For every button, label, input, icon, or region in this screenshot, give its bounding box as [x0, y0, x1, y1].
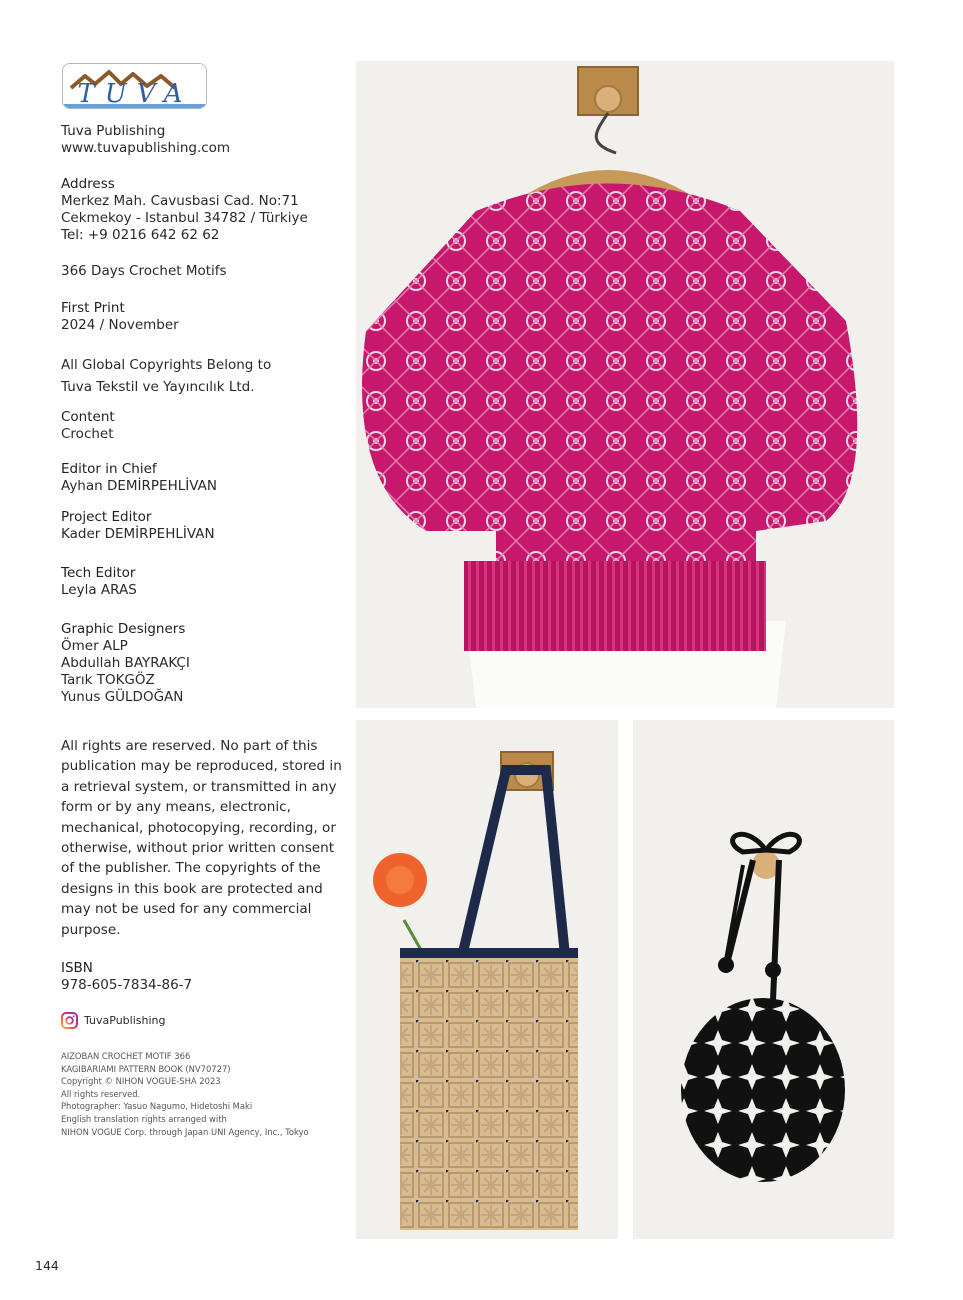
photo-drawstring-bag	[633, 720, 894, 1239]
editor-in-chief-name: Ayhan DEMİRPEHLİVAN	[61, 478, 217, 494]
content-block	[61, 409, 346, 443]
book-title: 366 Days Crochet Motifs	[61, 263, 227, 279]
book-title-block	[61, 263, 346, 280]
isbn-block	[61, 960, 346, 994]
project-editor-block	[61, 509, 346, 543]
credit-line: Photographer: Yasuo Nagumo, Hidetoshi Maki	[61, 1101, 253, 1112]
tech-editor-heading: Tech Editor	[61, 565, 136, 581]
credit-line: NIHON VOGUE Corp. through Japan UNI Agency, Inc., Tokyo	[61, 1126, 309, 1137]
first-print-block	[61, 300, 346, 334]
credit-line: KAGIBARIAMI PATTERN BOOK (NV70727)	[61, 1063, 231, 1074]
publisher-name: Tuva Publishing	[61, 123, 166, 139]
publisher-website[interactable]: www.tuvapublishing.com	[61, 140, 231, 156]
address-line: Merkez Mah. Cavusbasi Cad. No:71	[61, 193, 299, 209]
editor-in-chief-heading: Editor in Chief	[61, 461, 157, 477]
content-value: Crochet	[61, 426, 114, 442]
copyright-line: All Global Copyrights Belong to	[61, 357, 272, 373]
photo-tote-bag	[356, 720, 618, 1239]
editor-in-chief-block	[61, 461, 346, 495]
instagram-icon	[61, 1012, 78, 1029]
tech-editor-name: Leyla ARAS	[61, 582, 137, 598]
graphic-designers-block	[61, 621, 346, 706]
photo-crochet-top	[356, 61, 894, 708]
copyright-line: Tuva Tekstil ve Yayıncılık Ltd.	[61, 379, 255, 395]
designer-name: Tarık TOKGÖZ	[61, 672, 155, 688]
graphic-designers-heading: Graphic Designers	[61, 621, 186, 637]
isbn-value: 978-605-7834-86-7	[61, 977, 193, 993]
designer-name: Yunus GÜLDOĞAN	[61, 689, 184, 705]
project-editor-name: Kader DEMİRPEHLİVAN	[61, 526, 215, 542]
credit-line: All rights reserved.	[61, 1088, 141, 1099]
credit-line: AIZOBAN CROCHET MOTIF 366	[61, 1051, 191, 1061]
first-print-heading: First Print	[61, 300, 125, 316]
instagram-link[interactable]	[61, 1012, 166, 1029]
copyright-block	[61, 354, 346, 398]
original-credits	[61, 1050, 351, 1138]
address-heading: Address	[61, 176, 115, 192]
instagram-handle: TuvaPublishing	[84, 1014, 166, 1027]
page-number: 144	[35, 1258, 59, 1273]
first-print-value: 2024 / November	[61, 317, 179, 333]
address-phone: Tel: +9 0216 642 62 62	[61, 227, 220, 243]
designer-name: Abdullah BAYRAKÇI	[61, 655, 190, 671]
logo-text: TUVA	[77, 79, 193, 109]
content-heading: Content	[61, 409, 115, 425]
designer-name: Ömer ALP	[61, 638, 128, 654]
tuva-logo	[62, 63, 207, 109]
address-line: Cekmekoy - Istanbul 34782 / Türkiye	[61, 210, 308, 226]
credit-line: Copyright © NIHON VOGUE-SHA 2023	[61, 1076, 221, 1087]
credit-line: English translation rights arranged with	[61, 1113, 227, 1124]
isbn-heading: ISBN	[61, 960, 93, 976]
address-block	[61, 176, 346, 244]
publisher-block	[61, 123, 346, 157]
project-editor-heading: Project Editor	[61, 509, 152, 525]
rights-notice: All rights are reserved. No part of this publication may be reproduced, stored in a retrieval system, or transmitted in any form or by any means, electronic, mechanical, photocopying, recording, or otherwise, without prior written consent of the publisher. The copyrights of the designs in this book are protected and may not be used for any commercial purpose.	[61, 738, 342, 938]
tech-editor-block	[61, 565, 346, 599]
